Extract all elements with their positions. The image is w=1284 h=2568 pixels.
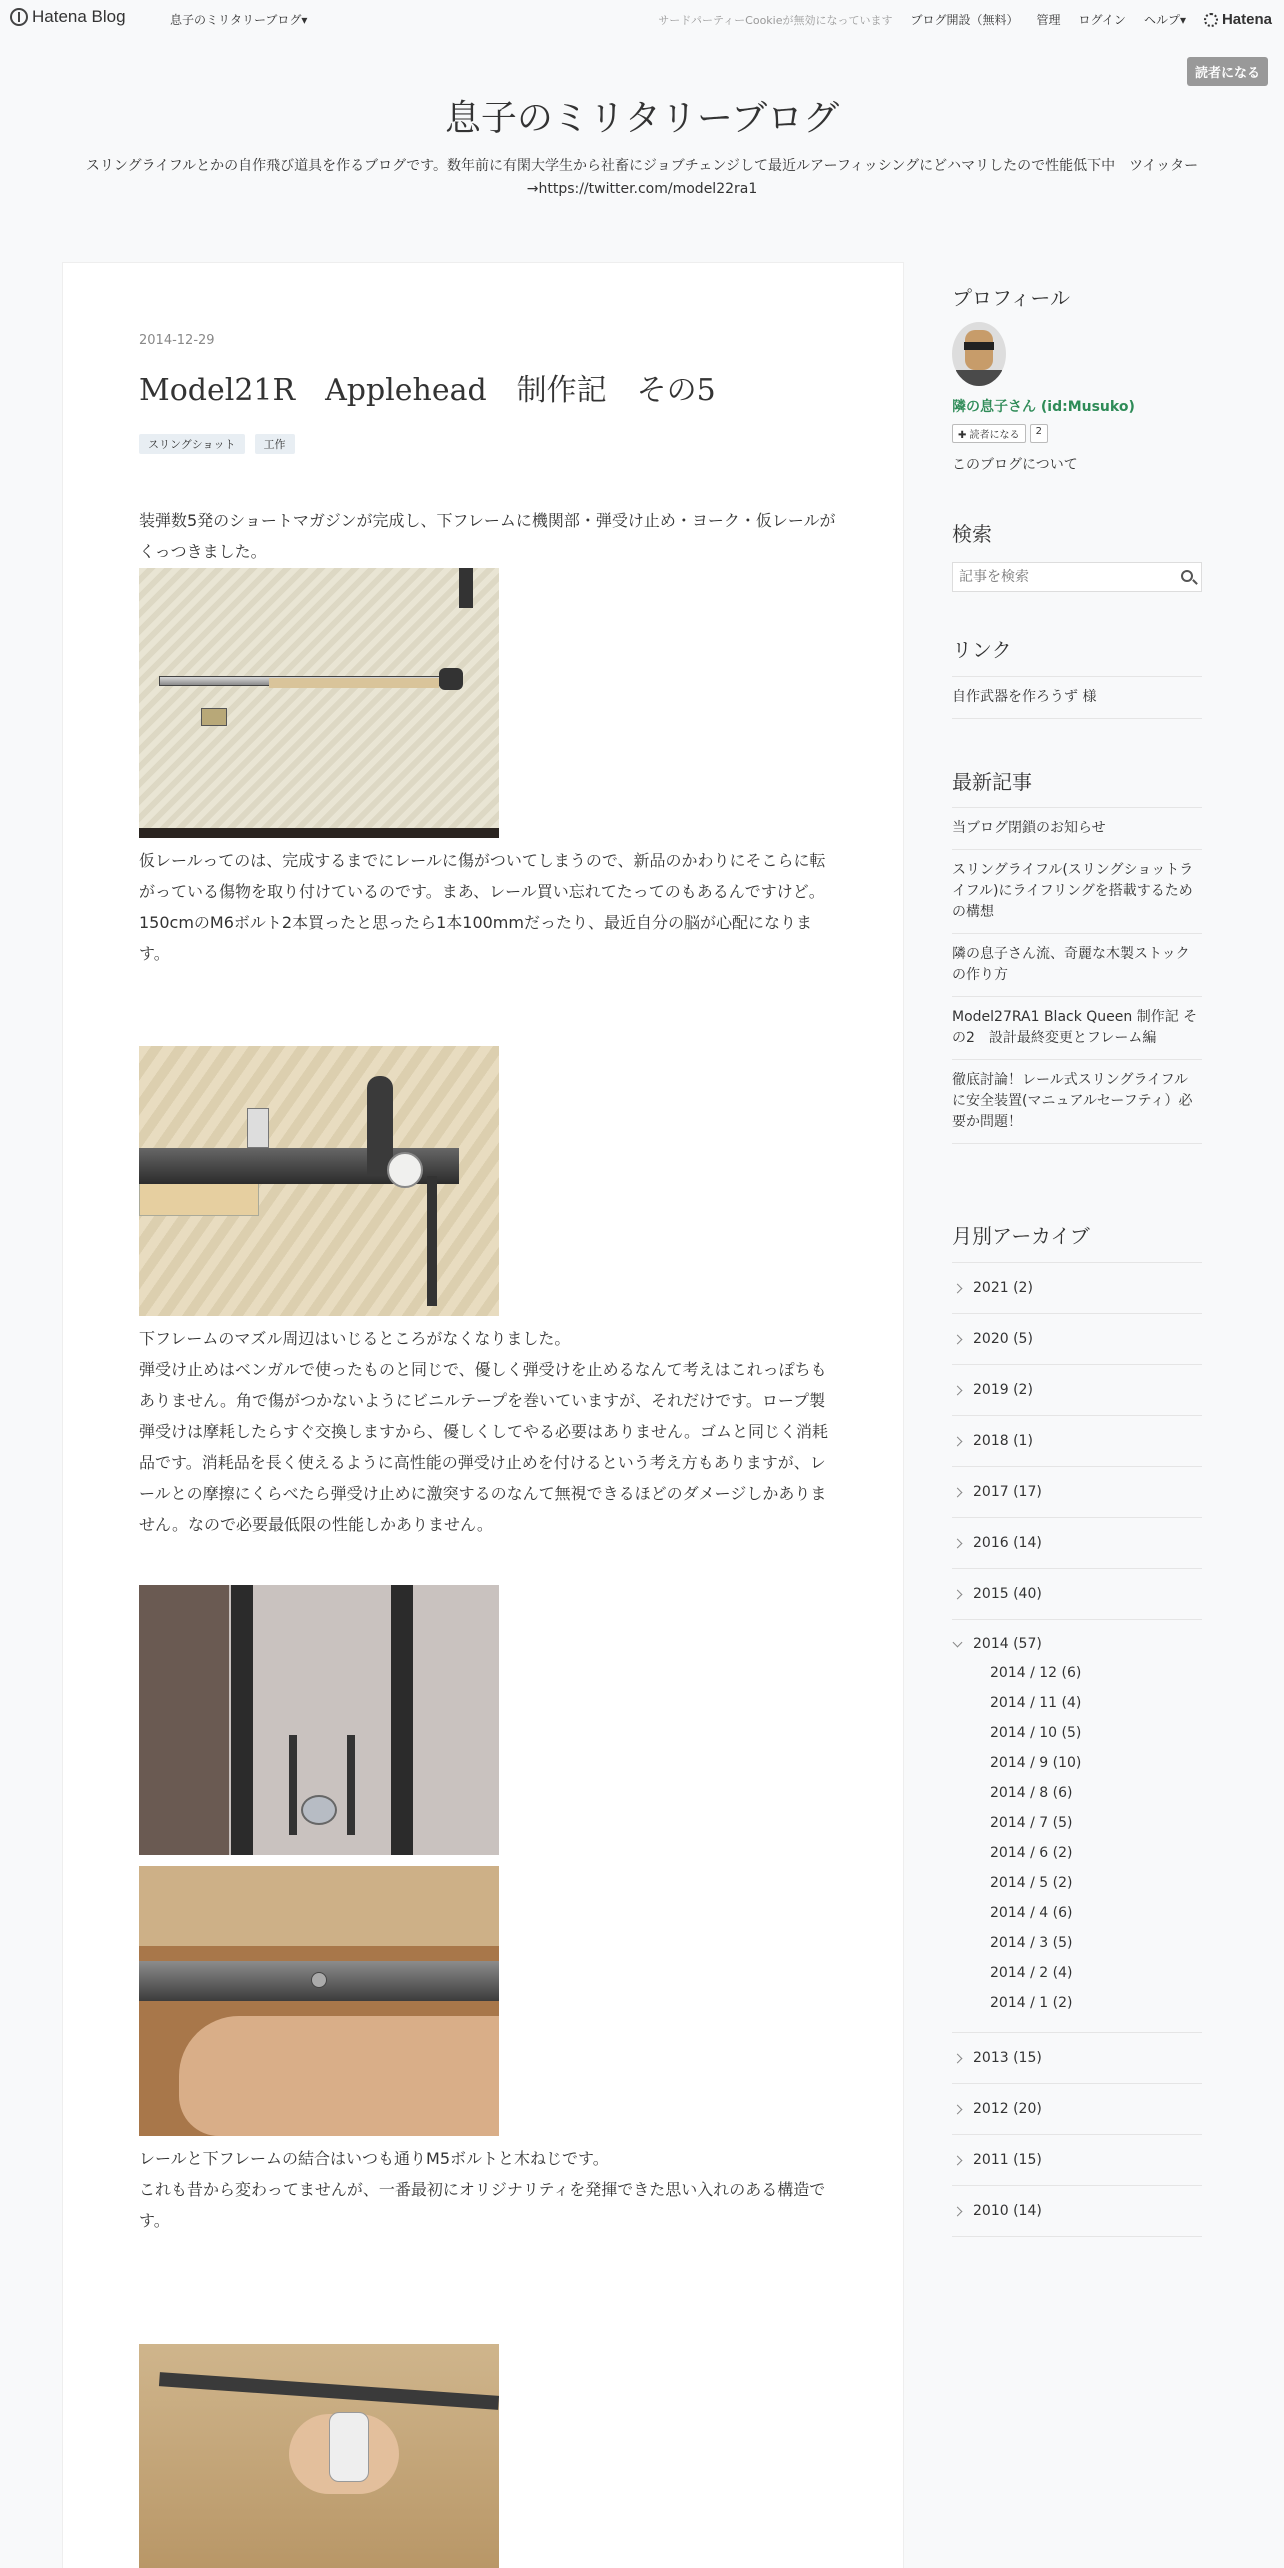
category-tag[interactable]: スリングショット (139, 434, 245, 454)
archive-month[interactable]: 2014 / 8 (6) (990, 1785, 1073, 1801)
profile-name[interactable]: 隣の息子さん (id:Musuko) (952, 399, 1135, 415)
entry-photo[interactable] (139, 568, 499, 838)
category-tag[interactable]: 工作 (255, 434, 295, 454)
archive-month[interactable]: 2014 / 5 (2) (990, 1875, 1073, 1891)
profile-title: プロフィール (952, 286, 1070, 310)
archive-year[interactable]: 2020 (5) (952, 1314, 1202, 1365)
archive-year[interactable]: 2017 (17) (952, 1467, 1202, 1518)
hatena-blog-logo-icon (10, 8, 28, 26)
entry-paragraph: 装弾数5発のショートマガジンが完成し、下フレームに機関部・弾受け止め・ヨーク・仮レールがくっつきました。 (139, 511, 836, 561)
chevron-right-icon (953, 2053, 963, 2063)
chevron-right-icon (953, 1436, 963, 1446)
chevron-right-icon (953, 1538, 963, 1548)
recent-item[interactable]: 徹底討論！レール式スリングライフルに安全装置(マニュアルセーフティ）必要か問題！ (952, 1060, 1202, 1144)
cookie-notice[interactable]: サードパーティーCookieが無効になっています (658, 13, 893, 27)
archive-year[interactable]: 2014 (57) (952, 1636, 1202, 1652)
readers-count[interactable]: 2 (1030, 424, 1048, 443)
search-box (952, 562, 1202, 592)
archive-year[interactable]: 2018 (1) (952, 1416, 1202, 1467)
chevron-down-icon (953, 1637, 963, 1647)
recent-item[interactable]: スリングライフル(スリングショットライフル)にライフリングを搭載するための構想 (952, 850, 1202, 934)
global-nav (658, 11, 1272, 28)
archive-year[interactable]: 2013 (15) (952, 2033, 1202, 2084)
archive-month[interactable]: 2014 / 10 (5) (990, 1725, 1082, 1741)
manage-link[interactable]: 管理 (1036, 13, 1061, 27)
entry-photo[interactable] (139, 1866, 499, 2136)
archive-year[interactable]: 2011 (15) (952, 2135, 1202, 2186)
entry-date[interactable]: 2014-12-29 (139, 333, 215, 348)
entry-categories (139, 434, 295, 454)
subscribe-button[interactable]: 読者になる (1187, 57, 1268, 86)
chevron-right-icon (953, 1283, 963, 1293)
blog-title[interactable]: 息子のミリタリーブログ (444, 98, 840, 139)
archive-month[interactable]: 2014 / 6 (2) (990, 1845, 1073, 1861)
archive-month[interactable]: 2014 / 7 (5) (990, 1815, 1073, 1831)
chevron-right-icon (953, 2155, 963, 2165)
archive-month[interactable]: 2014 / 12 (6) (990, 1665, 1082, 1681)
archive-month[interactable]: 2014 / 9 (10) (990, 1755, 1082, 1771)
archive-month[interactable]: 2014 / 4 (6) (990, 1905, 1073, 1921)
blog-description: スリングライフルとかの自作飛び道具を作るブログです。数年前に有閑大学生から社畜にジョブチェンジして最近ルアーフィッシングにどハマリしたので性能低下中 ツイッター→https://twitter.com/model22ra1 (85, 158, 1199, 197)
archive-month[interactable]: 2014 / 11 (4) (990, 1695, 1082, 1711)
archive-year[interactable]: 2021 (2) (952, 1263, 1202, 1314)
sidebar-subscribe-button[interactable]: ✚ 読者になる (952, 424, 1026, 443)
open-blog-link[interactable]: ブログ開設（無料） (910, 13, 1019, 27)
entry-paragraph: 仮レールってのは、完成するまでにレールに傷がついてしまうので、新品のかわりにそこらに転がっている傷物を取り付けているのです。まあ、レール買い忘れてたってのもあるんですけど。150cmのM6ボルト2本買ったと思ったら1本100mmだったり、最近自分の脳が心配になります。 (139, 851, 826, 963)
entry-paragraph: 下フレームのマズル周辺はいじるところがなくなりました。 弾受け止めはベンガルで使ったものと同じで、優しく弾受けを止めるなんて考えはこれっぽちもありません。角で傷がつかないようにビニルテープを巻いていますが、それだけです。ロープ製弾受けは摩耗したらすぐ交換しますから、優しくしてやる必要はありません。ゴムと同じく消耗品です。消耗品を長く使えるように高性能の弾受け止めを付けるという考え方もありますが、レールとの摩擦にくらべたら弾受け止めに激突するのなんて無視できるほどのダメージしかありません。なので必要最低限の性能しかありません。 (139, 1329, 828, 1534)
login-link[interactable]: ログイン (1078, 13, 1126, 27)
link-item[interactable]: 自作武器を作ろうず 様 (952, 677, 1202, 719)
recent-title: 最新記事 (952, 770, 1032, 794)
archive-month[interactable]: 2014 / 1 (2) (990, 1995, 1073, 2011)
chevron-right-icon (953, 1385, 963, 1395)
entry-photo[interactable] (139, 1046, 499, 1316)
chevron-right-icon (953, 1487, 963, 1497)
recent-list (952, 807, 1202, 1144)
archive-year[interactable]: 2015 (40) (952, 1569, 1202, 1620)
recent-item[interactable]: 当ブログ閉鎖のお知らせ (952, 808, 1202, 850)
entry-title[interactable]: Model21R Applehead 制作記 その5 (139, 373, 716, 408)
recent-item[interactable]: 隣の息子さん流、奇麗な木製ストックの作り方 (952, 934, 1202, 997)
hatena-logo-icon (1204, 13, 1218, 27)
archive-list (952, 1262, 1202, 2237)
about-blog-link[interactable]: このブログについて (952, 457, 1078, 473)
archive-year-open (952, 1620, 1202, 2033)
help-menu[interactable]: ヘルプ▾ (1143, 13, 1186, 27)
archive-year[interactable]: 2016 (14) (952, 1518, 1202, 1569)
links-title: リンク (952, 638, 1012, 662)
blog-menu-dropdown[interactable]: 息子のミリタリーブログ▾ (170, 13, 308, 27)
archive-year[interactable]: 2010 (14) (952, 2186, 1202, 2237)
chevron-right-icon (953, 2206, 963, 2216)
hatena-logo-text: Hatena (1221, 11, 1272, 28)
readers-widget (952, 424, 1048, 443)
hatena-blog-logo-text: Hatena Blog (32, 7, 126, 26)
search-input[interactable] (953, 563, 1163, 591)
chevron-right-icon (953, 2104, 963, 2114)
archive-month[interactable]: 2014 / 2 (4) (990, 1965, 1073, 1981)
entry-photo[interactable] (139, 1585, 499, 1855)
entry-container (62, 262, 904, 2568)
archive-year[interactable]: 2012 (20) (952, 2084, 1202, 2135)
archive-year[interactable]: 2019 (2) (952, 1365, 1202, 1416)
hatena-logo[interactable] (1204, 11, 1272, 28)
links-list (952, 676, 1202, 719)
entry-photo[interactable] (139, 2344, 499, 2568)
entry-paragraph: レールと下フレームの結合はいつも通りM5ボルトと木ねじです。 これも昔から変わってませんが、一番最初にオリジナリティを発揮できた思い入れのある構造です。 (139, 2149, 826, 2230)
recent-item[interactable]: Model27RA1 Black Queen 制作記 その2 設計最終変更とフレーム編 (952, 997, 1202, 1060)
chevron-right-icon (953, 1589, 963, 1599)
search-title: 検索 (952, 522, 992, 546)
archive-title: 月別アーカイブ (952, 1224, 1090, 1248)
search-icon[interactable] (1181, 570, 1193, 582)
chevron-right-icon (953, 1334, 963, 1344)
archive-month[interactable]: 2014 / 3 (5) (990, 1935, 1073, 1951)
global-header (0, 0, 1284, 36)
hatena-blog-logo[interactable] (10, 7, 126, 27)
avatar[interactable] (952, 322, 1006, 386)
